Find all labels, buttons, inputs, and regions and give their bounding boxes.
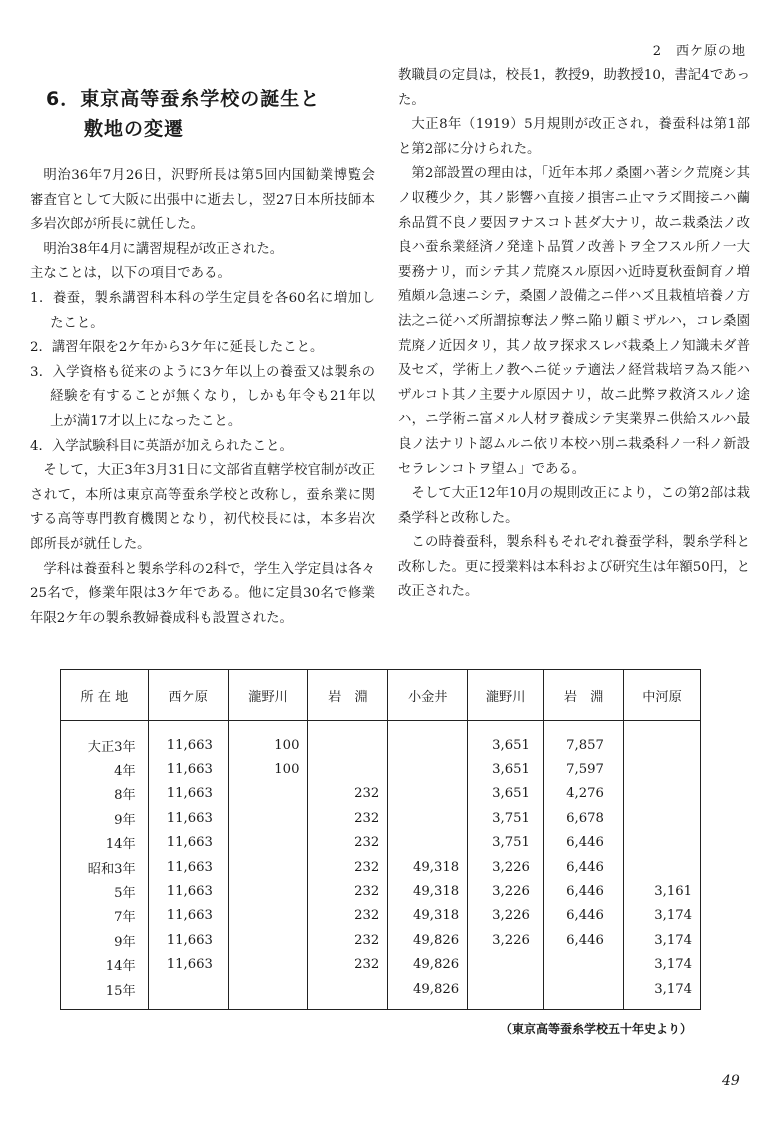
area-cell xyxy=(388,757,468,781)
list-item: 2．講習年限を2ケ年から3ケ年に延長したこと。 xyxy=(30,340,324,356)
page-number: 49 xyxy=(722,1073,740,1089)
area-cell: 3,226 xyxy=(468,879,544,903)
area-cell: 232 xyxy=(308,953,388,977)
column-header: 中河原 xyxy=(624,670,701,721)
column-header: 岩 淵 xyxy=(308,670,388,721)
running-header: 2 西ケ原の地 xyxy=(652,44,746,59)
area-cell: 49,318 xyxy=(388,855,468,879)
area-cell: 3,751 xyxy=(468,806,544,830)
area-cell: 100 xyxy=(228,757,308,781)
area-cell: 49,318 xyxy=(388,879,468,903)
area-cell: 3,651 xyxy=(468,757,544,781)
area-cell xyxy=(468,953,544,977)
area-cell: 7,857 xyxy=(544,721,624,758)
area-cell xyxy=(388,806,468,830)
area-cell: 11,663 xyxy=(148,879,228,903)
area-cell: 3,174 xyxy=(624,928,701,952)
area-cell xyxy=(228,855,308,879)
area-cell xyxy=(388,782,468,806)
right-column xyxy=(398,64,750,605)
area-cell xyxy=(228,831,308,855)
area-cell: 6,446 xyxy=(544,904,624,928)
table-row xyxy=(61,831,701,855)
area-cell: 3,226 xyxy=(468,855,544,879)
area-cell: 232 xyxy=(308,879,388,903)
area-cell: 3,174 xyxy=(624,977,701,1010)
area-cell xyxy=(544,977,624,1010)
area-cell: 3,226 xyxy=(468,928,544,952)
paragraph: 明治36年7月26日，沢野所長は第5回内国勧業博覧会審査官として大阪に出張中に逝去し，翌27日本所技師本多岩次郎が所長に就任した。 xyxy=(30,168,375,233)
table-row xyxy=(61,977,701,1010)
column-header: 瀧野川 xyxy=(228,670,308,721)
area-cell: 6,678 xyxy=(544,806,624,830)
column-header: 瀧野川 xyxy=(468,670,544,721)
area-cell: 232 xyxy=(308,782,388,806)
area-cell xyxy=(308,721,388,758)
land-area-table xyxy=(60,669,701,1010)
paragraph: そして，大正3年3月31日に文部省直轄学校官制が改正されて，本所は東京高等蚕糸学校と改称し，蚕糸業に関する高等専門教育機関となり，初代校長には，本多岩次郎所長が就任した。 xyxy=(30,463,375,552)
area-cell: 11,663 xyxy=(148,928,228,952)
area-cell: 3,651 xyxy=(468,721,544,758)
area-cell: 11,663 xyxy=(148,855,228,879)
year-cell: 昭和3年 xyxy=(61,855,149,879)
area-cell: 3,226 xyxy=(468,904,544,928)
area-cell: 232 xyxy=(308,831,388,855)
list-item: 3．入学資格も従来のように3ケ年以上の養蚕又は製糸の経験を有することが無くなり，しかも年令も21年以上が満17才以上になったこと。 xyxy=(30,364,375,429)
area-cell xyxy=(228,977,308,1010)
area-cell: 4,276 xyxy=(544,782,624,806)
section-title-line2: 敷地の変遷 xyxy=(84,118,185,140)
area-cell xyxy=(624,721,701,758)
area-cell: 11,663 xyxy=(148,757,228,781)
area-cell: 49,826 xyxy=(388,928,468,952)
table-row xyxy=(61,806,701,830)
area-cell xyxy=(624,831,701,855)
area-cell xyxy=(544,953,624,977)
paragraph: 大正8年（1919）5月規則が改正され，養蚕科は第1部と第2部に分けられた。 xyxy=(398,117,750,157)
area-cell: 11,663 xyxy=(148,806,228,830)
table-row xyxy=(61,757,701,781)
area-cell xyxy=(228,904,308,928)
year-cell: 9年 xyxy=(61,928,149,952)
year-cell: 大正3年 xyxy=(61,721,149,758)
table-body xyxy=(61,721,701,1010)
area-cell xyxy=(308,977,388,1010)
column-header: 岩 淵 xyxy=(544,670,624,721)
section-title-line1: 6．東京高等蚕糸学校の誕生と xyxy=(46,88,321,110)
area-cell xyxy=(228,928,308,952)
table-row xyxy=(61,782,701,806)
year-cell: 5年 xyxy=(61,879,149,903)
area-cell: 49,826 xyxy=(388,953,468,977)
area-cell xyxy=(624,855,701,879)
area-cell: 3,174 xyxy=(624,904,701,928)
area-cell: 232 xyxy=(308,928,388,952)
year-cell: 7年 xyxy=(61,904,149,928)
paragraph: 第2部設置の理由は，「近年本邦ノ桑園ハ著シク荒廃シ其ノ収穫少ク，其ノ影響ハ直接ノ損害ニ止マラズ間接ニハ繭糸品質不良ノ要因ヲナスコト甚ダ大ナリ，故ニ栽桑法ノ改良ハ蚕糸業経済ノ発達ト品質ノ改善トヲ全フスル所ノ一大要務ナリ，而シテ其ノ荒廃スル原因ハ近時夏秋蚕飼育ノ増殖頗ル急速ニシテ，桑園ノ設備之ニ伴ハズ且栽植培養ノ方法之ニ従ハズ所謂掠奪法ノ弊ニ陥リ顧ミザルハ，コレ桑園荒廃ノ近因タリ，其ノ故ヲ探求スレバ栽桑上ノ知識未ダ普及セズ，学術上ノ教ヘニ従ッテ適法ノ経営栽培ヲ為ス能ハザルコト其ノ主要ナル原因ナリ，故ニ此弊ヲ救済スルノ途ハ，ニ学術ニ富メル人材ヲ養成シテ実業界ニ供給スルハ最良ノ法ナリト認ムルニ依リ本校ハ別ニ栽桑科ノ一科ノ新設セラレンコトヲ望ム」である。 xyxy=(398,166,750,477)
column-header: 西ケ原 xyxy=(148,670,228,721)
area-cell: 7,597 xyxy=(544,757,624,781)
paragraph: 主なことは，以下の項目である。 xyxy=(30,266,231,282)
list-item: 1．養蚕，製糸講習科本科の学生定員を各60名に増加したこと。 xyxy=(30,290,375,331)
area-cell xyxy=(228,879,308,903)
area-cell xyxy=(388,831,468,855)
area-cell: 49,318 xyxy=(388,904,468,928)
column-header: 所 在 地 xyxy=(61,670,149,721)
table-row xyxy=(61,855,701,879)
area-cell: 232 xyxy=(308,855,388,879)
year-cell: 9年 xyxy=(61,806,149,830)
table-row xyxy=(61,879,701,903)
left-column xyxy=(30,84,375,631)
area-cell xyxy=(624,782,701,806)
area-cell: 3,161 xyxy=(624,879,701,903)
paragraph: 教職員の定員は，校長1，教授9，助教授10，書記4であった。 xyxy=(398,68,750,108)
area-cell xyxy=(624,757,701,781)
area-cell: 6,446 xyxy=(544,879,624,903)
table-row xyxy=(61,904,701,928)
area-cell xyxy=(228,782,308,806)
area-cell: 3,651 xyxy=(468,782,544,806)
table-row xyxy=(61,721,701,758)
paragraph: この時養蚕科，製糸科もそれぞれ養蚕学科，製糸学科と改称した。更に授業料は本科および研究生は年額50円，と改正された。 xyxy=(398,535,750,600)
column-header: 小金井 xyxy=(388,670,468,721)
area-cell: 6,446 xyxy=(544,831,624,855)
year-cell: 14年 xyxy=(61,831,149,855)
list-item: 4．入学試験科目に英語が加えられたこと。 xyxy=(30,438,293,454)
revision-list xyxy=(30,287,375,459)
area-cell xyxy=(468,977,544,1010)
area-cell xyxy=(148,977,228,1010)
paragraph: そして大正12年10月の規則改正により，この第2部は栽桑学科と改称した。 xyxy=(398,486,750,526)
area-cell: 3,174 xyxy=(624,953,701,977)
area-cell: 3,751 xyxy=(468,831,544,855)
area-cell: 49,826 xyxy=(388,977,468,1010)
area-cell: 6,446 xyxy=(544,855,624,879)
section-title xyxy=(46,84,375,144)
area-cell: 11,663 xyxy=(148,721,228,758)
area-cell: 11,663 xyxy=(148,831,228,855)
paragraph: 明治38年4月に講習規程が改正された。 xyxy=(43,241,284,257)
table-header-row xyxy=(61,670,701,721)
year-cell: 15年 xyxy=(61,977,149,1010)
table-source-note: （東京高等蚕糸学校五十年史より） xyxy=(500,1022,693,1036)
area-cell xyxy=(308,757,388,781)
area-cell xyxy=(388,721,468,758)
year-cell: 14年 xyxy=(61,953,149,977)
area-cell: 100 xyxy=(228,721,308,758)
area-cell: 232 xyxy=(308,904,388,928)
year-cell: 4年 xyxy=(61,757,149,781)
table-row xyxy=(61,928,701,952)
area-cell xyxy=(228,806,308,830)
area-cell: 11,663 xyxy=(148,953,228,977)
area-cell xyxy=(624,806,701,830)
area-cell xyxy=(228,953,308,977)
year-cell: 8年 xyxy=(61,782,149,806)
area-cell: 11,663 xyxy=(148,904,228,928)
area-cell: 11,663 xyxy=(148,782,228,806)
paragraph: 学科は養蚕科と製糸学科の2科で，学生入学定員は各々25名で，修業年限は3ケ年である。他に定員30名で修業年限2ケ年の製糸教婦養成科も設置された。 xyxy=(30,561,375,626)
area-cell: 6,446 xyxy=(544,928,624,952)
table-row xyxy=(61,953,701,977)
area-cell: 232 xyxy=(308,806,388,830)
